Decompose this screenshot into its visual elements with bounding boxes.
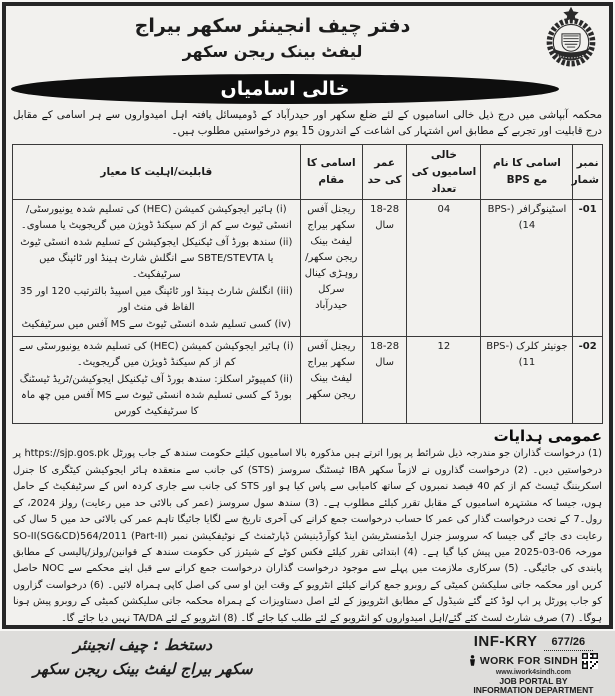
office-header	[9, 6, 606, 72]
vacancy-banner-label: خالی اسامیاں	[220, 78, 350, 100]
qualification-item: (i) ہائیر ایجوکیشن کمیشن (HEC) کی تسلیم شدہ یونیورسٹی/انسٹی ٹیوٹ سے کم از کم سیکنڈ ڈویژن میں گریجویٹ یا مساوی۔	[20, 204, 292, 232]
cell-location: ریجنل آفس سکھر بیراج لیفٹ بینک ریجن سکھر/روہڑی کینال سرکل حیدرآباد	[300, 200, 362, 337]
cell-count: 04	[407, 200, 481, 337]
ad-ref-code: INF-KRY	[473, 633, 538, 651]
signature-office: سکھر بیراج لیفٹ بینک ریجن سکھر	[33, 660, 253, 679]
table-row-junior-clerk	[12, 337, 602, 424]
ad-frame	[2, 2, 613, 696]
instructions-body: (1) درخواست گذاران جو مندرجہ ذیل شرائط پر پورا اترتے ہیں مذکورہ بالا اسامیوں کیلئے حکومت سندھ کے جاب پورٹل https://sjp.gos.pk پر درخواستیں دیں۔ (2) درخواست گذاروں نے لازماً سکھر IBA ٹیسٹنگ سروسز (STS) کی جانب سے منعقدہ ہائر ایجوکیشن کیٹگری کا جنرل اسکریننگ ٹیسٹ کم از کم 40 فیصد نمبروں کے ساتھ کامیابی سے پاس کیا ہو اور STS کی جانب سے جاری کردہ اس کے سرٹیفکیٹ کے حامل ہوں، جیسا کہ مشتہرہ اسامیوں کے مقابل تقرر کیلئے مطلوب ہے۔ (3) سندھ سول سروسز (عمر کی بالائی حد میں رعایت) رولز 2024، کے رول۔7 کے تحت درخواست گذار کی عمر کا حساب درخواست جمع کرانے کی آخری تاریخ سے لگایا جائیگا تاہم عمر کی بالائی حد میں 5 سال کی رعایت دی جائے گی جیسا کہ سروسز جنرل ایڈمنسٹریشن اینڈ کوآرڈینیشن ڈپارٹمنٹ کے نوٹیفکیشن نمبر SO-II(SG&CD)564/2011 (Part-II) مورخہ 06-03-2025 میں پیش کیا گیا ہے۔ (4) ابتدائی تقرر کیلئے فکس کوٹے کے شیئرز کی حکومت سندھ کے قوانین/رولز/پالیسی کے مطابق پابندی کی جائیگی۔ (5) سرکاری ملازمت میں پہلے سے موجود درخواست گذاران درخواست جمع کرانے سے قبل اپنے محکمے سے NOC حاصل کریں اور محکمہ جاتی سلیکشن کمیٹی کے روبرو جمع کرانے کیلئے انٹرویو کے وقت این او سی کی اصل کاپی ہمراہ لائیں۔ (6) درخواست گزاروں کو جاب پورٹل پر اپ لوڈ کئے گئے شیڈول کے مطابق انٹرویوز کے لئے اصل دستاویزات کے ہمراہ محکمہ جاتی سلیکشن کمیٹی کے روبرو پیش ہونا ہوگا۔ (7) صرف شارٹ لسٹ کئے گئے/اہل امیدواروں کو انٹرویو کے لئے طلب کیا جائے گا۔ (8) انٹرویو کے لئے TA/DA نہیں دیا جائے گا۔	[13, 448, 603, 624]
cell-qualification	[12, 337, 300, 424]
office-title-line2: لیفٹ بینک ریجن سکھر	[182, 41, 363, 61]
general-instructions-section	[9, 424, 606, 627]
intro-paragraph: محکمہ آبپاشی میں درج ذیل خالی اسامیوں کے لئے ضلع سکھر اور حیدرآباد کے ڈومیسائل یافتہ اہل امیدواروں سے ہر اسامی کے مقابل درج قابلیت اور تجربے کے مطابق اس اشتہار کی اشاعت کے اندرون 15 یوم درخواستیں مطلوب ہیں۔	[13, 109, 602, 137]
cell-location: ریجنل آفس سکھر بیراج لیفٹ بینک ریجن سکھر	[300, 337, 362, 424]
portal-url: www.iwork4sindh.com	[495, 668, 572, 676]
cell-age: 18-28 سال	[362, 200, 406, 337]
ad-reference-block	[465, 633, 598, 696]
col-header-age: عمر کی حد	[362, 144, 406, 199]
col-header-serial: نمبر شمار	[573, 144, 603, 199]
signature-title: دستخط : چیف انجینئر	[73, 636, 213, 655]
cell-serial: -02	[573, 337, 603, 424]
work-for-sindh-brand: WORK FOR SINDH	[479, 654, 578, 667]
cell-count: 12	[407, 337, 481, 424]
signature-block	[33, 633, 253, 681]
office-title-block	[9, 6, 536, 63]
col-header-location: اسامی کا مقام	[300, 144, 362, 199]
vacancy-table	[12, 144, 603, 424]
portal-dept-line2: INFORMATION DEPARTMENT	[473, 685, 594, 696]
qualification-item: (ii) سندھ بورڈ آف ٹیکنیکل ایجوکیشن کے تسلیم شدہ انسٹی ٹیوٹ یا SBTE/STEVTA سے انگلش شارٹ ہینڈ اور ٹائپنگ میں سرٹیفکیٹ۔	[20, 237, 293, 281]
col-header-qualification: قابلیت/اہلیت کا معیار	[12, 144, 300, 199]
qr-code-icon	[582, 653, 598, 669]
cell-post: جونیئر کلرک (BPS-11)	[481, 337, 573, 424]
qualification-item: (ii) کمپیوٹر اسکلز: سندھ بورڈ آف ٹیکنیکل ایجوکیشن/ٹریڈ ٹیسٹنگ بورڈ کے کسی تسلیم شدہ انسٹی ٹیوٹ سے MS آفس میں چھ ماہ کا سرٹیفکیٹ کورس	[19, 374, 293, 418]
cell-serial: -01	[573, 200, 603, 337]
col-header-count: خالی اسامیوں کی تعداد	[407, 144, 481, 199]
table-header-row	[12, 144, 602, 199]
footer	[9, 627, 606, 696]
instructions-heading: عمومی ہدایات	[493, 427, 602, 446]
office-title-line1: دفتر چیف انجینئر سکھر بیراج	[134, 15, 411, 37]
qualification-item: (i) ہائیر ایجوکیشن کمیشن (HEC) کی تسلیم شدہ یونیورسٹی سے کم از کم سیکنڈ ڈویژن میں گریجویٹ۔	[18, 341, 294, 369]
table-row-stenographer	[12, 200, 602, 337]
col-header-post: اسامی کا نام مع BPS	[481, 144, 573, 199]
qualification-item: (iii) انگلش شارٹ ہینڈ اور ٹائپنگ میں اسپیڈ بالترتیب 120 اور 35 الفاظ فی منٹ اور	[19, 286, 293, 314]
ad-number: 677/26	[544, 636, 594, 651]
sindh-government-emblem-icon	[536, 6, 606, 70]
cell-age: 18-28 سال	[362, 337, 406, 424]
cell-qualification	[12, 200, 300, 337]
person-icon	[469, 655, 476, 666]
portal-dept-line1: JOB PORTAL BY	[499, 675, 568, 686]
qualification-item: (iv) کسی تسلیم شدہ انسٹی ٹیوٹ سے MS آفس میں سرٹیفکیٹ	[21, 319, 291, 331]
vacancy-banner	[11, 74, 559, 104]
cell-post: اسٹینوگرافر (BPS-14)	[481, 200, 573, 337]
